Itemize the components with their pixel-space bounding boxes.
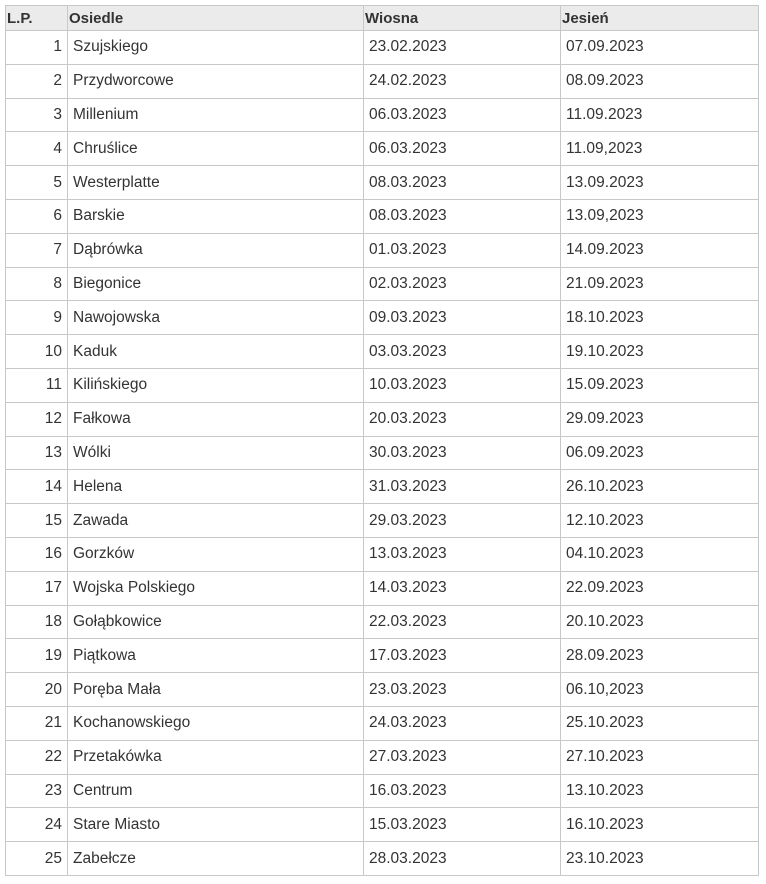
cell-jesien: 27.10.2023 [561, 740, 759, 774]
cell-osiedle: Przetakówka [68, 740, 364, 774]
cell-jesien: 15.09.2023 [561, 368, 759, 402]
cell-osiedle: Gorzków [68, 537, 364, 571]
cell-jesien: 23.10.2023 [561, 842, 759, 876]
cell-osiedle: Stare Miasto [68, 808, 364, 842]
cell-osiedle: Piątkowa [68, 639, 364, 673]
schedule-table [5, 5, 759, 876]
cell-osiedle: Barskie [68, 199, 364, 233]
cell-lp: 7 [6, 233, 68, 267]
header-wiosna: Wiosna [364, 6, 561, 31]
header-jesien: Jesień [561, 6, 759, 31]
cell-osiedle: Westerplatte [68, 166, 364, 200]
table-row [6, 504, 759, 538]
cell-wiosna: 16.03.2023 [364, 774, 561, 808]
table-row [6, 233, 759, 267]
cell-osiedle: Millenium [68, 98, 364, 132]
cell-lp: 18 [6, 605, 68, 639]
table-row [6, 402, 759, 436]
cell-jesien: 20.10.2023 [561, 605, 759, 639]
cell-osiedle: Zabełcze [68, 842, 364, 876]
table-header-row [6, 6, 759, 31]
cell-osiedle: Przydworcowe [68, 64, 364, 98]
cell-osiedle: Szujskiego [68, 31, 364, 65]
schedule-table-container [5, 5, 758, 876]
cell-lp: 10 [6, 335, 68, 369]
table-row [6, 605, 759, 639]
cell-wiosna: 03.03.2023 [364, 335, 561, 369]
cell-wiosna: 23.03.2023 [364, 673, 561, 707]
cell-osiedle: Centrum [68, 774, 364, 808]
cell-osiedle: Poręba Mała [68, 673, 364, 707]
cell-osiedle: Biegonice [68, 267, 364, 301]
table-row [6, 166, 759, 200]
cell-lp: 13 [6, 436, 68, 470]
table-body [6, 31, 759, 876]
cell-wiosna: 08.03.2023 [364, 166, 561, 200]
table-row [6, 740, 759, 774]
table-row [6, 335, 759, 369]
cell-wiosna: 24.02.2023 [364, 64, 561, 98]
cell-jesien: 13.10.2023 [561, 774, 759, 808]
cell-jesien: 13.09.2023 [561, 166, 759, 200]
cell-jesien: 07.09.2023 [561, 31, 759, 65]
cell-jesien: 21.09.2023 [561, 267, 759, 301]
cell-lp: 25 [6, 842, 68, 876]
cell-lp: 20 [6, 673, 68, 707]
table-row [6, 706, 759, 740]
cell-wiosna: 01.03.2023 [364, 233, 561, 267]
cell-osiedle: Dąbrówka [68, 233, 364, 267]
cell-jesien: 06.10,2023 [561, 673, 759, 707]
table-row [6, 301, 759, 335]
cell-jesien: 25.10.2023 [561, 706, 759, 740]
cell-jesien: 16.10.2023 [561, 808, 759, 842]
cell-lp: 15 [6, 504, 68, 538]
cell-osiedle: Kilińskiego [68, 368, 364, 402]
cell-wiosna: 23.02.2023 [364, 31, 561, 65]
cell-lp: 5 [6, 166, 68, 200]
table-row [6, 808, 759, 842]
cell-jesien: 14.09.2023 [561, 233, 759, 267]
cell-lp: 21 [6, 706, 68, 740]
cell-wiosna: 02.03.2023 [364, 267, 561, 301]
cell-jesien: 12.10.2023 [561, 504, 759, 538]
cell-wiosna: 27.03.2023 [364, 740, 561, 774]
table-row [6, 537, 759, 571]
cell-lp: 16 [6, 537, 68, 571]
table-row [6, 571, 759, 605]
cell-osiedle: Nawojowska [68, 301, 364, 335]
cell-osiedle: Wojska Polskiego [68, 571, 364, 605]
table-row [6, 842, 759, 876]
cell-osiedle: Gołąbkowice [68, 605, 364, 639]
cell-lp: 6 [6, 199, 68, 233]
cell-osiedle: Chruślice [68, 132, 364, 166]
cell-lp: 17 [6, 571, 68, 605]
table-row [6, 98, 759, 132]
cell-osiedle: Wólki [68, 436, 364, 470]
cell-lp: 3 [6, 98, 68, 132]
table-row [6, 774, 759, 808]
cell-jesien: 19.10.2023 [561, 335, 759, 369]
cell-wiosna: 09.03.2023 [364, 301, 561, 335]
cell-jesien: 13.09,2023 [561, 199, 759, 233]
cell-jesien: 18.10.2023 [561, 301, 759, 335]
cell-lp: 11 [6, 368, 68, 402]
cell-wiosna: 30.03.2023 [364, 436, 561, 470]
cell-wiosna: 06.03.2023 [364, 132, 561, 166]
table-row [6, 470, 759, 504]
cell-lp: 1 [6, 31, 68, 65]
cell-wiosna: 28.03.2023 [364, 842, 561, 876]
cell-jesien: 28.09.2023 [561, 639, 759, 673]
cell-lp: 22 [6, 740, 68, 774]
table-row [6, 267, 759, 301]
cell-wiosna: 14.03.2023 [364, 571, 561, 605]
cell-jesien: 29.09.2023 [561, 402, 759, 436]
cell-jesien: 04.10.2023 [561, 537, 759, 571]
table-row [6, 64, 759, 98]
cell-wiosna: 13.03.2023 [364, 537, 561, 571]
table-row [6, 199, 759, 233]
cell-jesien: 22.09.2023 [561, 571, 759, 605]
cell-wiosna: 10.03.2023 [364, 368, 561, 402]
cell-wiosna: 29.03.2023 [364, 504, 561, 538]
cell-jesien: 06.09.2023 [561, 436, 759, 470]
cell-osiedle: Kochanowskiego [68, 706, 364, 740]
cell-lp: 24 [6, 808, 68, 842]
cell-lp: 9 [6, 301, 68, 335]
cell-wiosna: 08.03.2023 [364, 199, 561, 233]
table-row [6, 436, 759, 470]
cell-lp: 14 [6, 470, 68, 504]
cell-jesien: 11.09.2023 [561, 98, 759, 132]
cell-lp: 2 [6, 64, 68, 98]
cell-lp: 19 [6, 639, 68, 673]
table-row [6, 368, 759, 402]
table-row [6, 673, 759, 707]
cell-jesien: 26.10.2023 [561, 470, 759, 504]
cell-osiedle: Helena [68, 470, 364, 504]
cell-wiosna: 20.03.2023 [364, 402, 561, 436]
cell-jesien: 08.09.2023 [561, 64, 759, 98]
table-row [6, 132, 759, 166]
cell-lp: 12 [6, 402, 68, 436]
header-osiedle: Osiedle [68, 6, 364, 31]
cell-wiosna: 06.03.2023 [364, 98, 561, 132]
cell-osiedle: Fałkowa [68, 402, 364, 436]
cell-wiosna: 24.03.2023 [364, 706, 561, 740]
cell-lp: 4 [6, 132, 68, 166]
table-row [6, 639, 759, 673]
table-row [6, 31, 759, 65]
cell-osiedle: Zawada [68, 504, 364, 538]
cell-lp: 8 [6, 267, 68, 301]
cell-lp: 23 [6, 774, 68, 808]
cell-wiosna: 31.03.2023 [364, 470, 561, 504]
cell-wiosna: 22.03.2023 [364, 605, 561, 639]
cell-wiosna: 17.03.2023 [364, 639, 561, 673]
header-lp: L.P. [6, 6, 68, 31]
cell-osiedle: Kaduk [68, 335, 364, 369]
cell-wiosna: 15.03.2023 [364, 808, 561, 842]
cell-jesien: 11.09,2023 [561, 132, 759, 166]
